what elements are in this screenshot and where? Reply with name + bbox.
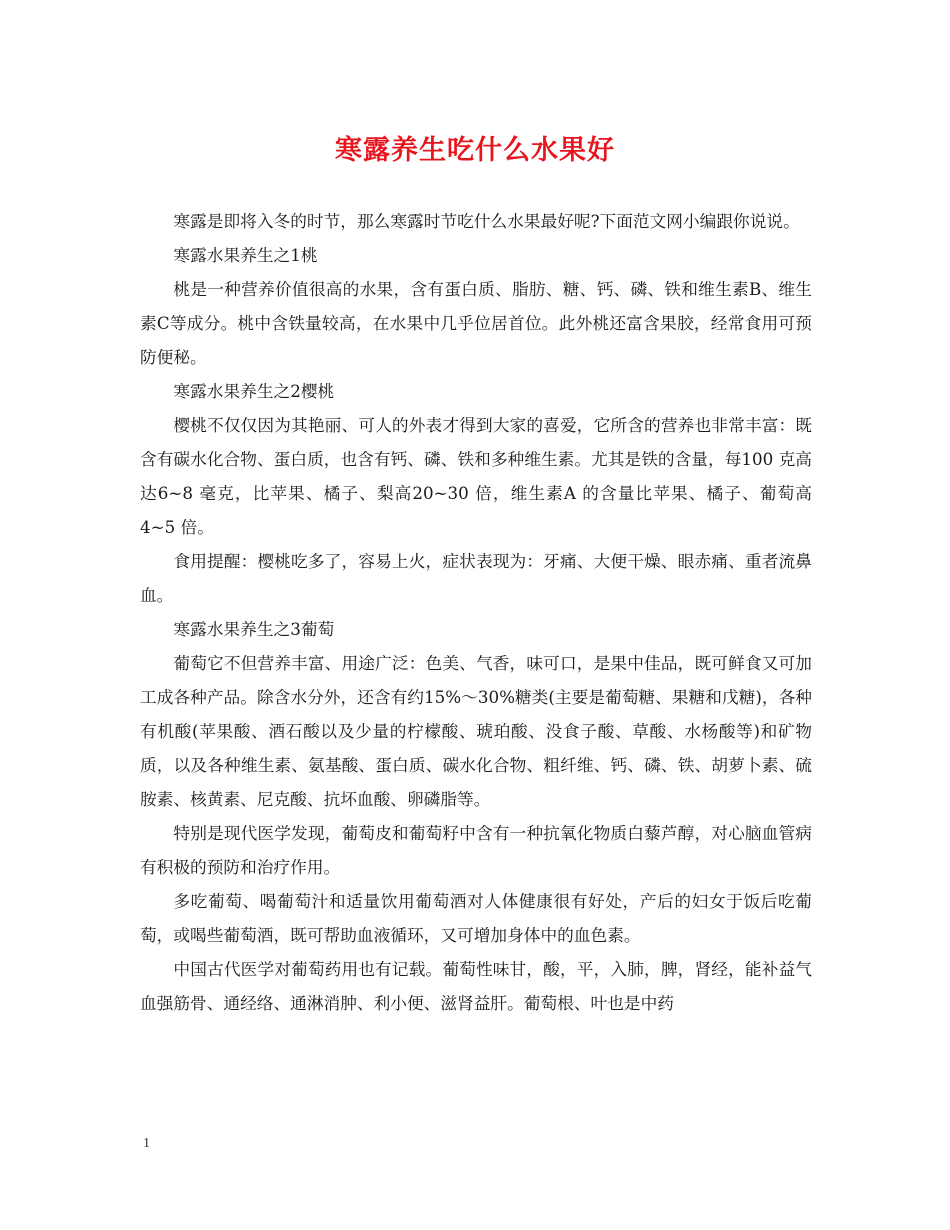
section-heading-cherry: 寒露水果养生之2樱桃 xyxy=(173,381,335,401)
paragraph-grape-medical: 特别是现代医学发现，葡萄皮和葡萄籽中含有一种抗氧化物质白藜芦醇，对心脑血管病有积极的预防和治疗作用。 xyxy=(140,823,812,877)
paragraph-cherry: 樱桃不仅仅因为其艳丽、可人的外表才得到大家的喜爱，它所含的营养也非常丰富：既含有碳水化合物、蛋白质，也含有钙、磷、铁和多种维生素。尤其是铁的含量，每100 克高达6~8 毫克，比苹果、橘子、梨高20~30 倍，维生素A 的含量比苹果、橘子、葡萄高4~5 倍。 xyxy=(140,415,812,537)
paragraph-grape-nutrition: 葡萄它不但营养丰富、用途广泛：色美、气香，味可口，是果中佳品，既可鲜食又可加工成各种产品。除含水分外，还含有约15%～30%糖类(主要是葡萄糖、果糖和戊糖)，各种有机酸(苹果酸、酒石酸以及少量的柠檬酸、琥珀酸、没食子酸、草酸、水杨酸等)和矿物质，以及各种维生素、氨基酸、蛋白质、碳水化合物、粗纤维、钙、磷、铁、胡萝卜素、硫胺素、核黄素、尼克酸、抗坏血酸、卵磷脂等。 xyxy=(140,653,812,809)
paragraph-cherry-tip: 食用提醒：樱桃吃多了，容易上火，症状表现为：牙痛、大便干燥、眼赤痛、重者流鼻血。 xyxy=(140,551,812,605)
section-heading-peach: 寒露水果养生之1桃 xyxy=(173,245,318,265)
document-body xyxy=(140,204,812,1020)
section-heading-grape: 寒露水果养生之3葡萄 xyxy=(173,619,335,639)
paragraph-grape-traditional: 中国古代医学对葡萄药用也有记载。葡萄性味甘，酸，平，入肺，脾，肾经，能补益气血强筋骨、通经络、通淋消肿、利小便、滋肾益肝。葡萄根、叶也是中药 xyxy=(140,959,812,1013)
paragraph-peach: 桃是一种营养价值很高的水果，含有蛋白质、脂肪、糖、钙、磷、铁和维生素B、维生素C等成分。桃中含铁量较高，在水果中几乎位居首位。此外桃还富含果胶，经常食用可预防便秘。 xyxy=(140,279,812,367)
paragraph-intro: 寒露是即将入冬的时节，那么寒露时节吃什么水果最好呢?下面范文网小编跟你说说。 xyxy=(173,211,800,231)
document-title: 寒露养生吃什么水果好 xyxy=(335,135,615,166)
page-number: 1 xyxy=(143,1136,150,1151)
paragraph-grape-benefits: 多吃葡萄、喝葡萄汁和适量饮用葡萄酒对人体健康很有好处，产后的妇女于饭后吃葡萄，或喝些葡萄酒，既可帮助血液循环，又可增加身体中的血色素。 xyxy=(140,891,812,945)
